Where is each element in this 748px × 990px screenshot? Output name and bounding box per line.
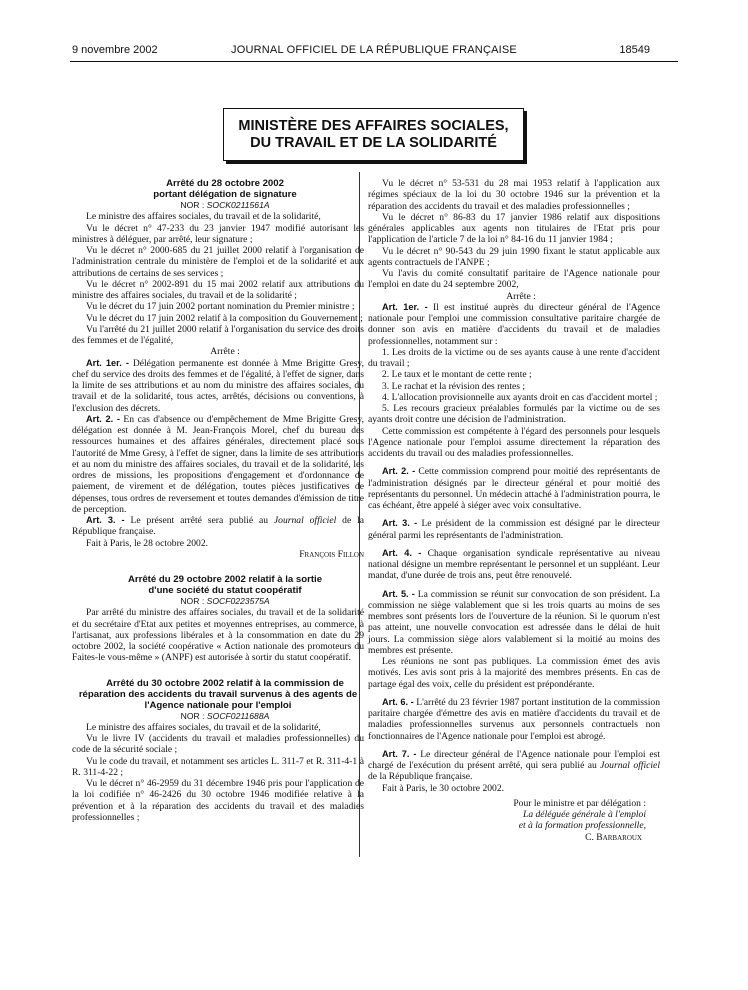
nor-code: SOCK0211561A <box>206 200 270 210</box>
list-item: 3. Le rachat et la révision des rentes ; <box>382 380 526 392</box>
paragraph: Vu le code du travail, et notamment ses articles L. 311-7 et R. 311-4-1 à R. 311-4-22 ; <box>72 755 364 778</box>
arrete-2-nor <box>72 596 364 607</box>
paragraph: Vu le décret n° 46-2959 du 31 décembre 1946 pris pour l'application de la loi codifiée n° 46-2426 du 30 octobre 1946 modifiée relative à la prévention et à la réparation des accidents du travail et des maladies professionnelles ; <box>72 778 364 823</box>
paragraph: Vu l'avis du comité consultatif paritaire de l'Agence nationale pour l'emploi en date du 24 septembre 2002, <box>368 268 660 291</box>
ministry-box <box>223 108 524 161</box>
right-column <box>368 178 660 843</box>
paragraph: Vu le décret n° 90-543 du 29 juin 1990 fixant le statut applicable aux agents contractuels de l'ANPE ; <box>368 245 660 268</box>
header-rule <box>70 61 678 62</box>
left-column <box>72 178 364 823</box>
nor-label: NOR : <box>180 710 205 721</box>
list-item: 1. Les droits de la victime ou de ses ayants cause à une rente d'accident du travail ; <box>368 346 660 369</box>
list-item: 4. L'allocation provisionnelle aux ayants droit en cas d'accident mortel ; <box>382 391 658 403</box>
paragraph: Vu le décret n° 53-531 du 28 mai 1953 relatif à l'application aux régimes spéciaux de la loi du 30 octobre 1946 sur la prévention et la réparation des accidents du travail et des maladies professionnelles ; <box>368 178 660 212</box>
paragraph: Vu le décret n° 2002-891 du 15 mai 2002 relatif aux attributions du ministre des affaires sociales, du travail et de la solidarité ; <box>72 278 364 301</box>
signature-line-1: Pour le ministre et par délégation : <box>513 797 646 809</box>
article-number: Art. 2. - <box>86 413 120 424</box>
article-text-post: de la République française. <box>72 515 364 538</box>
nor-code: SOCF0211688A <box>206 710 270 721</box>
article-number: Art. 4. - <box>382 547 422 558</box>
article-text-post: de la République française. <box>368 771 473 783</box>
nor-label: NOR : <box>180 596 205 606</box>
arrete-2-title-line-1: Arrêté du 29 octobre 2002 relatif à la sortie <box>127 574 323 585</box>
article-2 <box>368 466 660 511</box>
journal-officiel-ref: Journal officiel <box>273 515 337 526</box>
article-number: Art. 5. - <box>382 588 415 599</box>
article-number: Art. 6. - <box>382 696 414 707</box>
article-text: Chaque organisation syndicale représentative au niveau national désigne un membre représentant le personnel et un suppléant. Leur mandat, d'une durée de trois ans, peut être renouvelé. <box>368 547 661 582</box>
article-text: En cas d'absence ou d'empêchement de Mme Brigitte Gresy, délégation est donnée à M. Jean-François Morel, chef du bureau des ressources humaines et des affaires générales, directement placé sous l'autorité de Mme Gresy, à l'effet de signer, dans la limite de ses attributions et au nom du ministre des affaires sociales, du travail et de la solidarité, les ordres de missions, les propositions d'engagement et d'ordonnance de paiement, de virement et de délégation, toutes pièces justificatives de dépenses, tous ordres de reversement et toutes demandes d'émission de titre de perception. <box>72 413 364 515</box>
paragraph: Vu le livre IV (accidents du travail et maladies professionnelles) du code de la sécurité sociale ; <box>72 733 364 756</box>
paragraph: Le ministre des affaires sociales, du travail et de la solidarité, <box>86 211 321 223</box>
arrete-1-title-line-2: portant délégation de signature <box>153 189 297 200</box>
signature-line-2: La déléguée générale à l'emploi <box>522 809 646 820</box>
paragraph: Vu le décret du 17 juin 2002 relatif à la composition du Gouvernement ; <box>86 312 363 324</box>
article-2 <box>72 414 364 515</box>
fait-a-paris: Fait à Paris, le 30 octobre 2002. <box>382 782 505 794</box>
list-item: 5. Les recours gracieux préalables formulés par la victime ou de ses ayants droit contre une décision de l'administration. <box>368 403 660 426</box>
arrete-heading: Arrête : <box>506 290 536 302</box>
article-1 <box>72 358 364 414</box>
arrete-2 <box>72 574 364 664</box>
article-text: Cette commission comprend pour moitié des représentants de l'administration désignés par le directeur général et pour moitié des représentants du personnel. Un médecin attaché à l'administration pourra, le cas échéant, être appelé à siéger avec voix consultative. <box>368 466 660 511</box>
article-number: Art. 2. - <box>382 466 416 477</box>
article-text: Le président de la commission est désigné par le directeur général parmi les représentants de l'administration. <box>368 518 660 541</box>
ministry-line-1: MINISTÈRE DES AFFAIRES SOCIALES, <box>238 118 509 134</box>
arrete-1 <box>72 178 364 560</box>
paragraph: Les réunions ne sont pas publiques. La commission émet des avis motivés. Les avis sont pris à la majorité des membres présents. En cas de partage égal des voix, celle du président est prépondérante. <box>368 656 660 690</box>
paragraph: Vu le décret du 17 juin 2002 portant nomination du Premier ministre ; <box>86 301 355 313</box>
article-number: Art. 1er. - <box>382 301 428 312</box>
article-number: Art. 1er. - <box>86 357 129 368</box>
arrete-heading: Arrête : <box>210 346 240 358</box>
article-3 <box>72 515 364 538</box>
arrete-1-nor <box>72 200 364 211</box>
article-3 <box>368 518 660 541</box>
paragraph: Par arrêté du ministre des affaires sociales, du travail et de la solidarité et du secrétaire d'Etat aux petites et moyennes entreprises, au commerce, à l'artisanat, aux professions libérales et à la consommation en date du 29 octobre 2002, la société coopérative « Action nationale des promoteurs du Faites-le vous-même » (ANPF) est autorisée à sortir du statut coopératif. <box>72 607 364 664</box>
nor-code: SOCF0223575A <box>206 596 270 606</box>
article-7 <box>368 749 660 783</box>
arrete-1-title-line-1: Arrêté du 28 octobre 2002 <box>166 178 284 189</box>
nor-label: NOR : <box>180 200 205 210</box>
article-5 <box>368 589 660 657</box>
header-date: 9 novembre 2002 <box>72 44 158 56</box>
arrete-3-nor <box>72 711 364 722</box>
paragraph: Vu le décret n° 2000-685 du 21 juillet 2000 relatif à l'organisation de l'administration centrale du ministère de l'emploi et de la solidarité et aux attributions de certains de ses services ; <box>72 245 364 279</box>
ministry-line-2: DU TRAVAIL ET DE LA SOLIDARITÉ <box>250 135 497 151</box>
article-6 <box>368 697 660 742</box>
header-page-number: 18549 <box>619 44 650 56</box>
article-number: Art. 3. - <box>86 515 125 525</box>
paragraph: Vu le décret n° 86-83 du 17 janvier 1986 relatif aux dispositions générales applicables aux agents non titulaires de l'Etat pris pour l'application de l'article 7 de la loi n° 84-16 du 11 janvier 1984 ; <box>368 211 660 246</box>
article-text-pre: Le directeur général de l'Agence nationale pour l'emploi est chargé de l'exécution du présent arrêté, qui sera publié au <box>368 748 660 771</box>
header-title: JOURNAL OFFICIEL DE LA RÉPUBLIQUE FRANÇAISE <box>231 44 517 56</box>
paragraph: Le ministre des affaires sociales, du travail et de la solidarité, <box>86 721 321 733</box>
arrete-2-title-line-2: d'une société du statut coopératif <box>148 585 302 596</box>
signature-name: C. Barbaroux <box>585 831 642 843</box>
paragraph: Vu l'arrêté du 21 juillet 2000 relatif à l'organisation du service des droits des femmes et de l'égalité, <box>72 323 364 346</box>
journal-officiel-ref: Journal officiel <box>600 760 660 771</box>
paragraph: Vu le décret n° 47-233 du 23 janvier 1947 modifié autorisant les ministres à déléguer, par arrêté, leur signature ; <box>72 222 364 245</box>
fait-a-paris: Fait à Paris, le 28 octobre 2002. <box>86 537 209 549</box>
paragraph: Cette commission est compétente à l'égard des personnels pour lesquels l'Agence nationale pour l'emploi assume directement la réparation des accidents du travail ou des maladies professionnelles. <box>368 425 660 459</box>
article-1 <box>368 302 660 347</box>
article-4 <box>368 548 660 582</box>
article-number: Art. 3. - <box>382 518 418 529</box>
signature: François Fillon <box>299 548 364 560</box>
article-text-pre: Le présent arrêté sera publié au <box>130 515 274 526</box>
article-text: Il est institué auprès du directeur général de l'Agence nationale pour l'emploi une commission consultative paritaire chargée de donner son avis en matière d'accidents du travail et de maladies professionnelles, notamment sur : <box>368 301 660 347</box>
list-item: 2. Le taux et le montant de cette rente ; <box>382 369 532 381</box>
article-text: La commission se réunit sur convocation de son président. La commission ne siège valablement que si les trois quarts au moins de ses membres sont présents lors de l'ouverture de la réunion. Si le quorum n'est pas atteint, une nouvelle convocation est adressée dans le délai de huit jours. La commission siège alors valablement si la moitié au moins des membres est présente. <box>368 588 660 656</box>
arrete-3-title: Arrêté du 30 octobre 2002 relatif à la commission de réparation des accidents du travail survenus à des agents de l'Agence nationale pour l'emploi <box>78 677 358 711</box>
article-text: Délégation permanente est donnée à Mme Brigitte Gresy, chef du service des droits des femmes et de l'égalité, à l'effet de signer, dans la limite de ses attributions et au nom du ministre des affaires sociales, du travail et de la solidarité, tous actes, arrêtés, décisions ou conventions, à l'exclusion des décrets. <box>72 357 365 414</box>
signature-line-3: et à la formation professionnelle, <box>518 820 646 832</box>
arrete-3-start <box>72 678 364 824</box>
article-number: Art. 7. - <box>382 748 417 759</box>
signature-block <box>368 798 646 843</box>
article-text: L'arrêté du 23 février 1987 portant institution de la commission paritaire chargée d'émettre des avis en matière d'accidents du travail et de maladies professionnelles survenus aux personnels contractuels non fonctionnaires de l'Agence nationale pour l'emploi est abrogé. <box>368 696 660 742</box>
